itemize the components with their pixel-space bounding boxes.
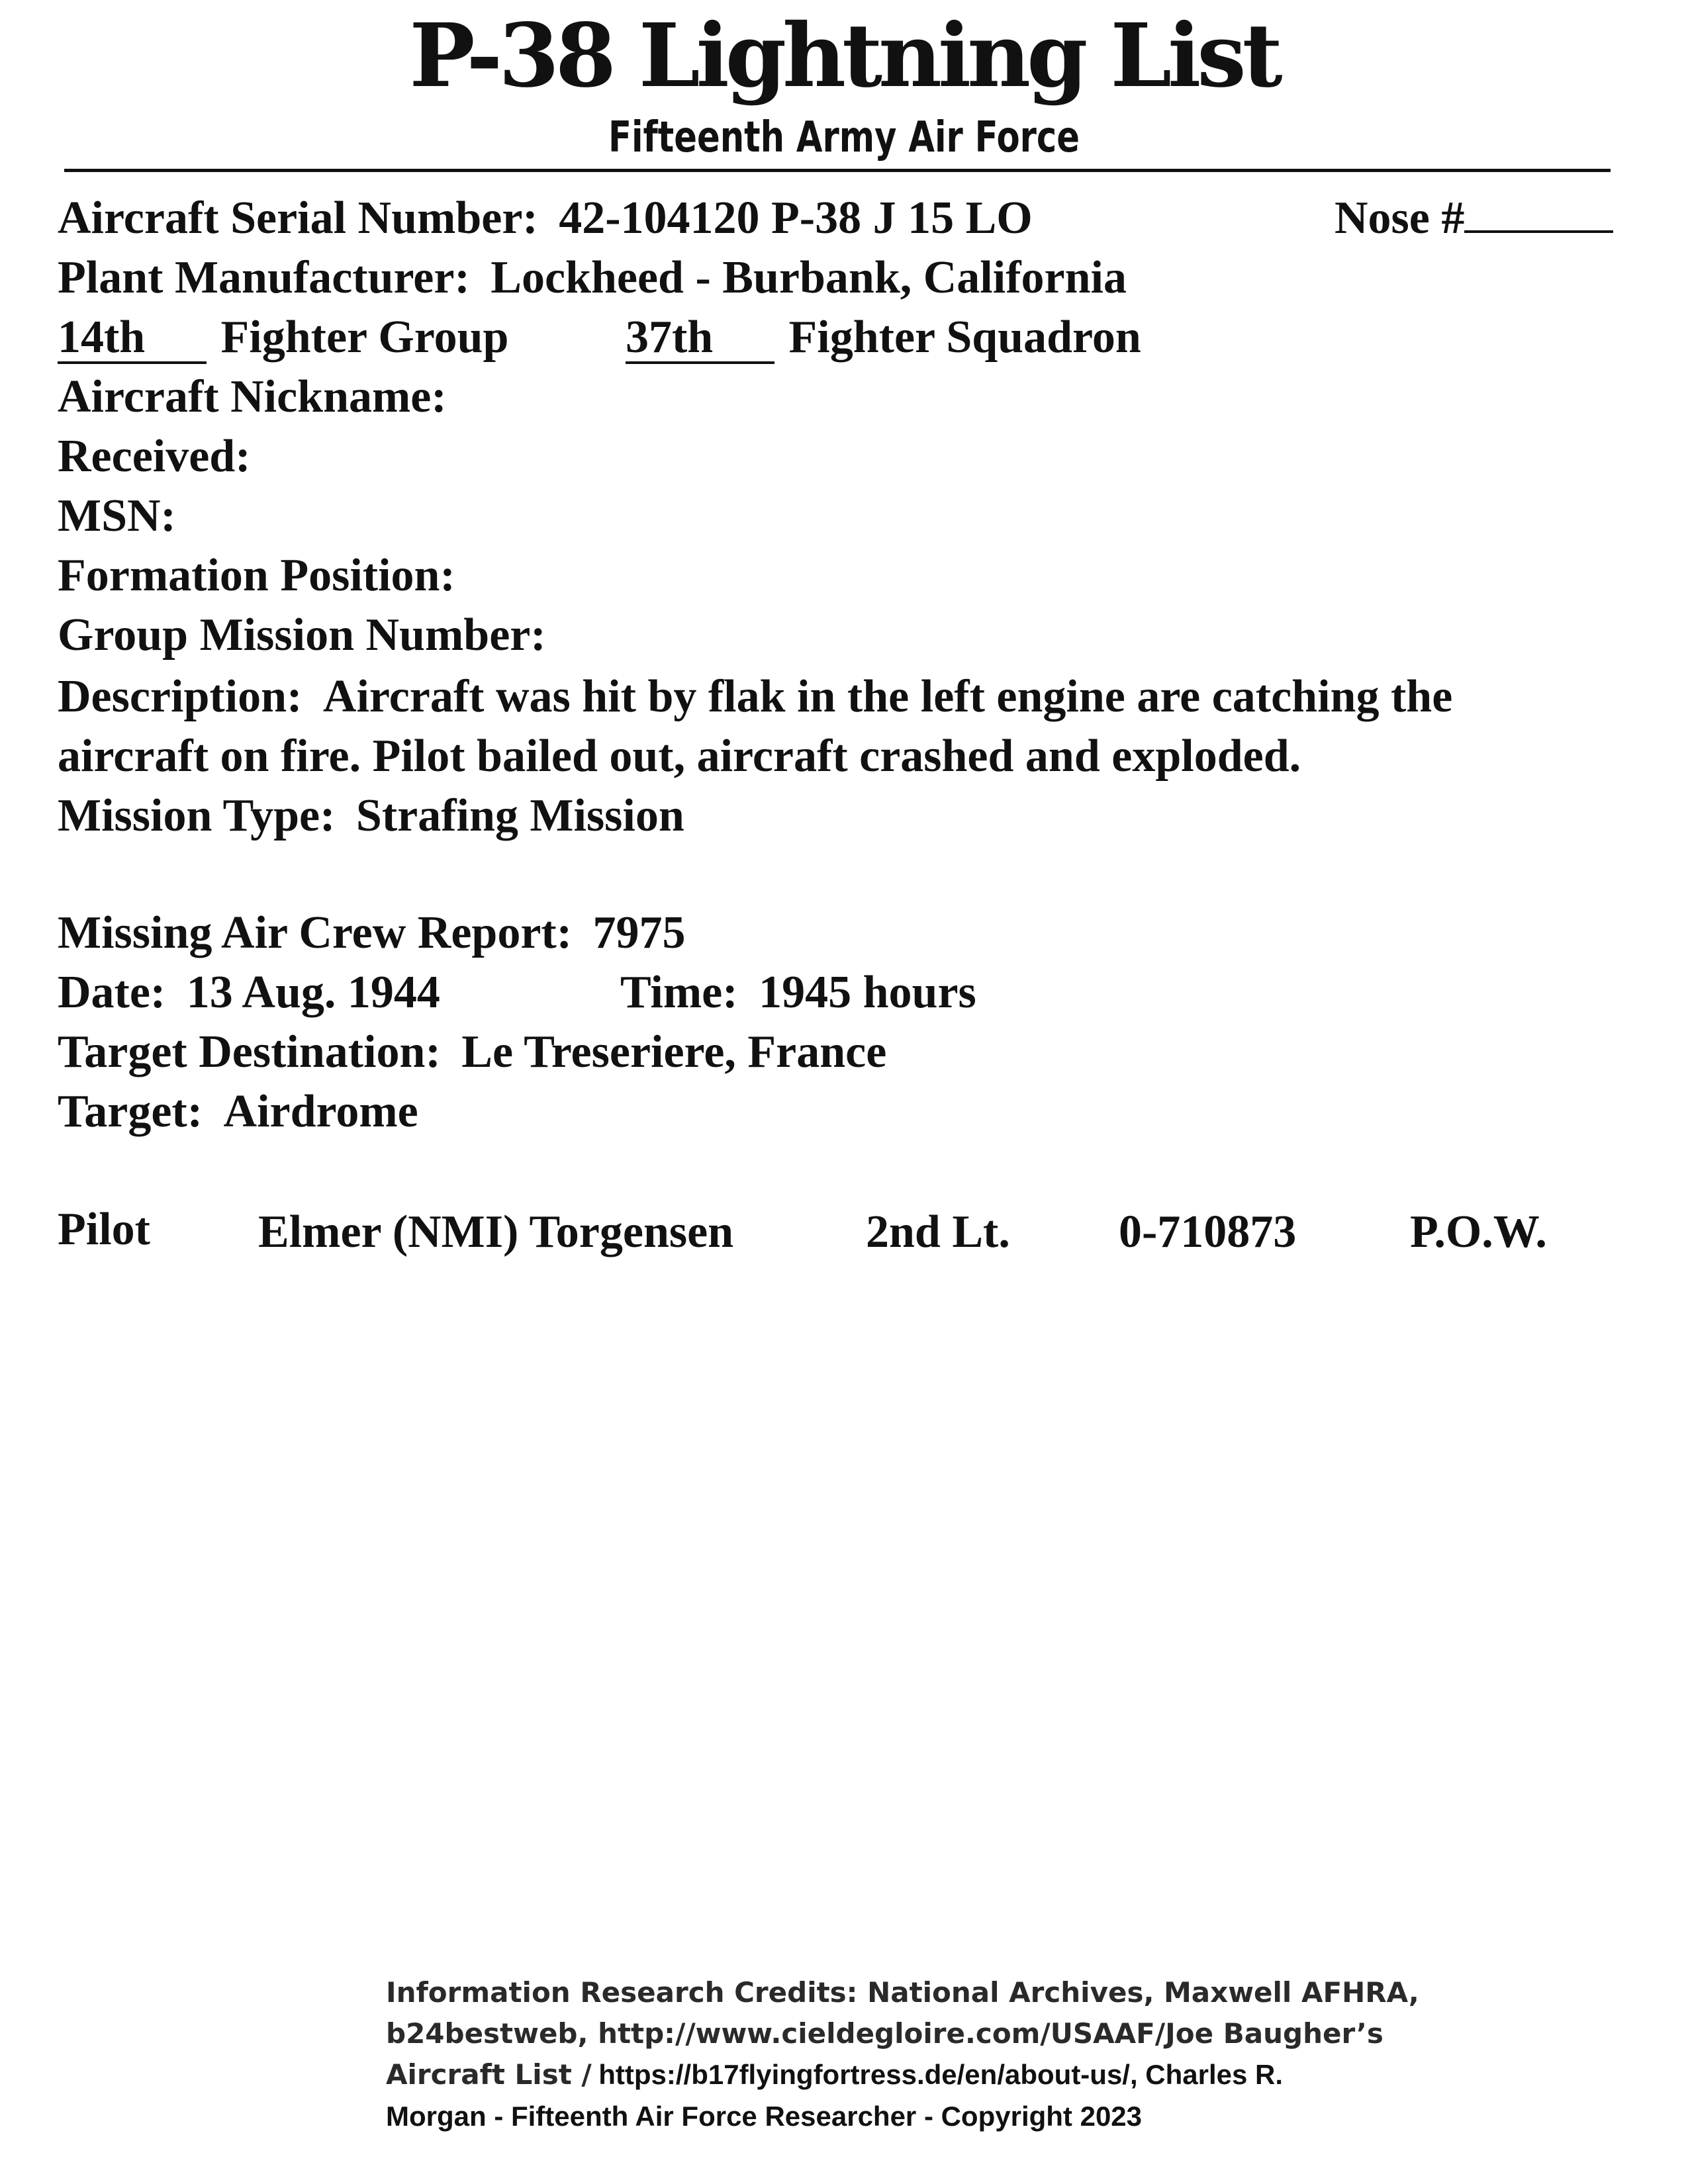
mission-type-row [58, 786, 684, 846]
macr-row [58, 903, 686, 963]
squadron-row [626, 308, 1141, 367]
time-label: Time: [620, 967, 738, 1018]
mission-type-label: Mission Type: [58, 790, 336, 841]
credits-line-4: Morgan - Fifteenth Air Force Researcher - Copyright 2023 [386, 2101, 1143, 2132]
fighter-squadron-field: 37th [626, 314, 774, 364]
crew-rank: 2nd Lt. [866, 1206, 1010, 1257]
target-row [58, 1082, 418, 1142]
credits-line-2: b24bestweb, http://www.cieldegloire.com/USAAF/Joe Baugher’s [386, 2017, 1383, 2050]
description-row [58, 667, 1452, 727]
msn-label: MSN: [58, 490, 176, 541]
crew-name: Elmer (NMI) Torgensen [258, 1206, 734, 1257]
crew-serial: 0-710873 [1119, 1206, 1297, 1257]
credits-line-3 [386, 2054, 1352, 2096]
crew-status: P.O.W. [1410, 1206, 1547, 1257]
time-value: 1945 hours [759, 967, 976, 1018]
fighter-group-field: 14th [58, 314, 207, 364]
manufacturer-row [58, 248, 1127, 308]
page-subtitle: Fifteenth Army Air Force [608, 113, 1080, 162]
title-divider [64, 169, 1611, 172]
fighter-group-label: Fighter Group [220, 312, 509, 363]
formation-position-label: Formation Position: [58, 550, 455, 601]
credits-line-1: Information Research Credits: National Archives, Maxwell AFHRA, [386, 1976, 1419, 2009]
date-value: 13 Aug. 1944 [186, 967, 440, 1018]
received-label: Received: [58, 431, 251, 482]
research-credits [386, 1972, 1419, 2137]
mission-type-value: Strafing Mission [355, 790, 684, 841]
description-text-line2: aircraft on fire. Pilot bailed out, aircraft crashed and exploded. [58, 731, 1301, 782]
macr-label: Missing Air Crew Report: [58, 907, 573, 958]
description-text-line1: Aircraft was hit by flak in the left engine are catching the [322, 671, 1453, 722]
manufacturer-label: Plant Manufacturer: [58, 252, 470, 303]
crew-position: Pilot [58, 1204, 150, 1255]
nose-number-field [1464, 230, 1613, 233]
target-destination-label: Target Destination: [58, 1026, 441, 1077]
manufacturer-value: Lockheed - Burbank, California [491, 252, 1127, 303]
fighter-squadron-label: Fighter Squadron [788, 312, 1141, 363]
group-row [58, 308, 508, 367]
date-label: Date: [58, 967, 166, 1018]
target-destination-value: Le Treseriere, France [461, 1026, 887, 1077]
target-label: Target: [58, 1086, 203, 1137]
time-row [620, 963, 976, 1023]
credits-line-3a: Aircraft List / [386, 2058, 592, 2091]
target-destination-row [58, 1023, 886, 1082]
credits-line-3b: https://b17flyingfortress.de/en/about-us/, Charles R. [598, 2059, 1284, 2090]
serial-label: Aircraft Serial Number: [58, 193, 538, 244]
group-mission-number-label: Group Mission Number: [58, 610, 546, 660]
page-title: P-38 Lightning List [409, 5, 1279, 107]
macr-value: 7975 [592, 907, 686, 958]
description-label: Description: [58, 671, 303, 722]
date-row [58, 963, 440, 1023]
nose-label: Nose # [1335, 193, 1465, 244]
nickname-label: Aircraft Nickname: [58, 371, 447, 422]
target-value: Airdrome [223, 1086, 418, 1137]
serial-row [58, 189, 1033, 248]
nose-row [1335, 189, 1613, 248]
serial-value: 42-104120 P-38 J 15 LO [559, 193, 1033, 244]
